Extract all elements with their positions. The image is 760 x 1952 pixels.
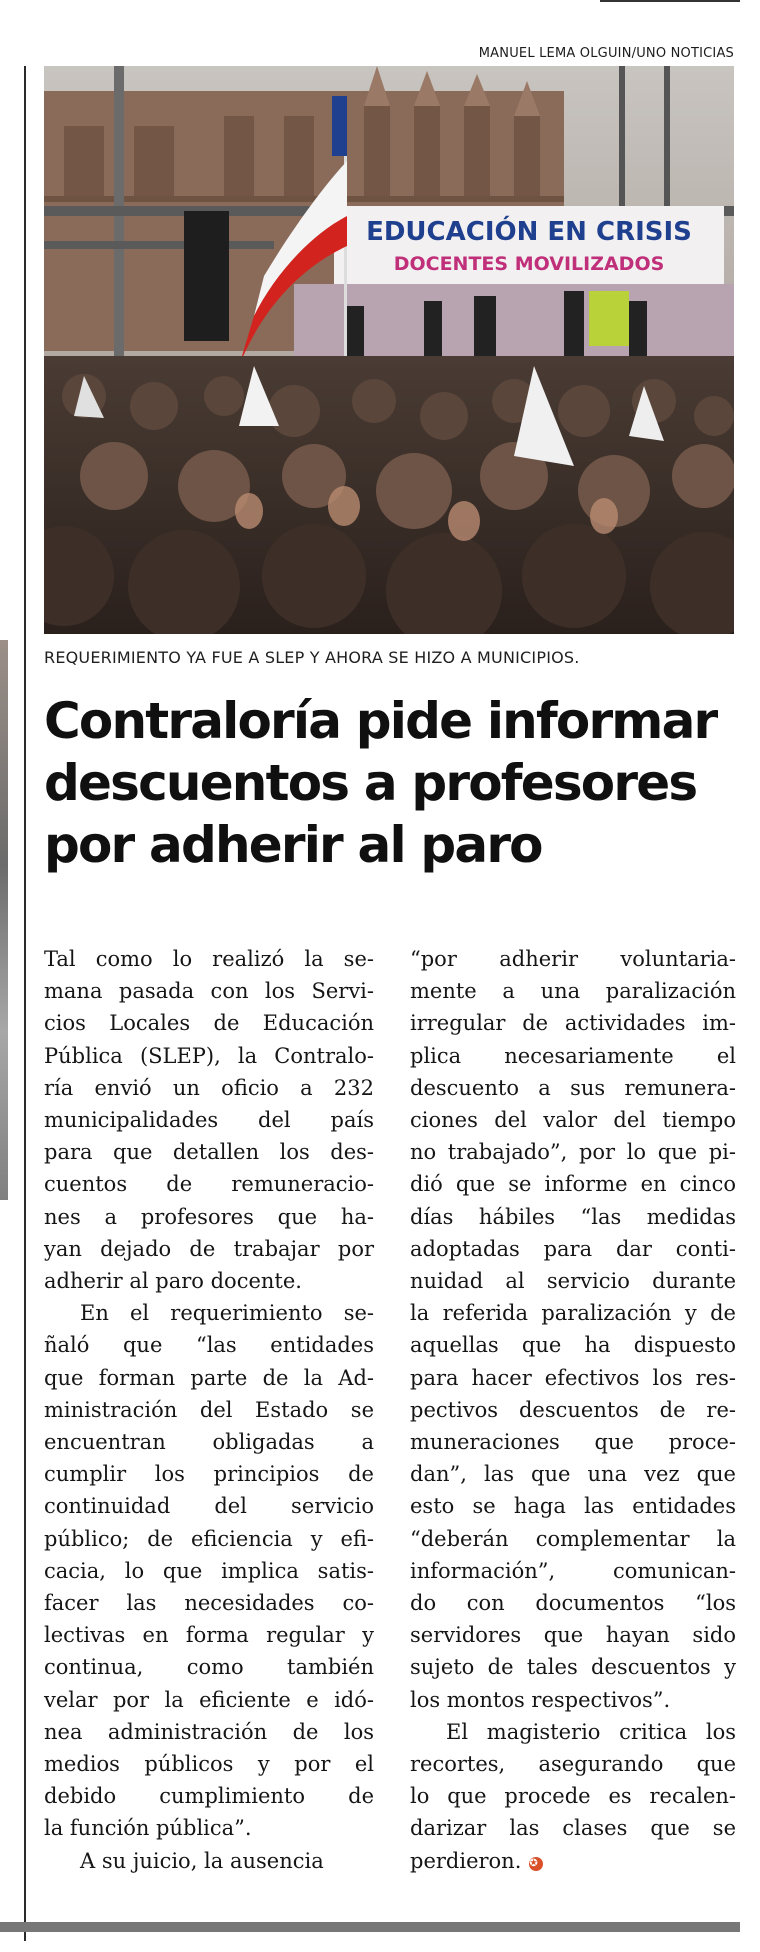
text-line: “por adherir voluntaria- — [410, 947, 736, 971]
text-line: En el requerimiento se- — [80, 1301, 374, 1326]
text-line: cumplir los principios de — [44, 1462, 374, 1487]
bottom-rule — [0, 1922, 740, 1932]
text-line: lo que procede es recalen- — [410, 1784, 736, 1809]
text-line: recortes, asegurando que — [410, 1752, 736, 1777]
text-line: adoptadas para dar conti- — [410, 1236, 736, 1261]
text-line: ría envió un oficio a 232 — [44, 1075, 374, 1100]
text-line: El magisterio critica los — [446, 1719, 736, 1744]
text-line: lectivas en forma regular y — [44, 1623, 374, 1648]
text-line: ministración del Estado se — [44, 1397, 374, 1422]
text-line: velar por la eficiente e idó- — [44, 1687, 374, 1712]
text-line: ñaló que “las entidades — [44, 1333, 374, 1358]
top-rule — [600, 0, 740, 2]
protest-photo — [44, 66, 734, 634]
final-line-text: perdieron. — [410, 1848, 522, 1873]
text-line: no trabajado”, por lo que pi- — [410, 1140, 736, 1165]
text-line: nea administración de los — [44, 1719, 374, 1744]
text-line: dió que se informe en cinco — [410, 1172, 736, 1197]
text-line: mana pasada con los Servi- — [44, 979, 374, 1004]
text-line: darizar las clases que se — [410, 1816, 736, 1841]
text-line: dan”, las que una vez que — [410, 1462, 736, 1487]
text-line: nuidad al servicio durante — [410, 1269, 736, 1294]
banner-line-2: DOCENTES MOVILIZADOS — [393, 253, 665, 275]
text-line: plica necesariamente el — [410, 1043, 736, 1068]
text-line: municipalidades del país — [44, 1108, 374, 1133]
text-line: debido cumplimiento de — [44, 1784, 374, 1809]
text-line: la función pública”. — [44, 1816, 252, 1841]
text-line: cios Locales de Educación — [44, 1011, 374, 1036]
text-line: medios públicos y por el — [44, 1752, 374, 1777]
article-column-right — [410, 943, 736, 1877]
text-line: sujeto de tales descuentos y — [410, 1655, 736, 1680]
text-line: público; de eficiencia y efi- — [44, 1526, 374, 1551]
text-line: irregular de actividades im- — [410, 1011, 736, 1036]
article-column-left — [44, 943, 374, 1877]
text-line: mente a una paralización — [410, 979, 736, 1004]
text-line: que forman parte de la Ad- — [44, 1365, 374, 1390]
text-line: información”, comunican- — [410, 1558, 736, 1583]
text-line: do con documentos “los — [410, 1591, 736, 1616]
text-line: aquellas que ha dispuesto — [410, 1333, 736, 1358]
text-line: muneraciones que proce- — [410, 1430, 736, 1455]
text-line: los montos respectivos”. — [410, 1687, 671, 1712]
text-line: ciones del valor del tiempo — [410, 1108, 736, 1133]
headline-line: Contraloría pide informar — [44, 692, 717, 750]
text-line: descuento a sus remunera- — [410, 1075, 736, 1100]
headline-line: descuentos a profesores — [44, 754, 697, 812]
text-line: adherir al paro docente. — [44, 1269, 302, 1294]
text-line: para que detallen los des- — [44, 1140, 374, 1165]
column-divider-rule — [24, 66, 26, 1941]
text-line: esto se haga las entidades — [410, 1494, 736, 1519]
text-line: encuentran obligadas a — [44, 1430, 374, 1455]
protest-photo-illustration — [44, 66, 734, 634]
end-of-article-icon: ✪ — [529, 1857, 543, 1871]
text-line: servidores que hayan sido — [410, 1623, 736, 1648]
text-line: “deberán complementar la — [410, 1526, 736, 1551]
text-line: para hacer efectivos los res- — [410, 1365, 736, 1390]
text-line: yan dejado de trabajar por — [44, 1236, 374, 1261]
headline-line: por adherir al paro — [44, 816, 542, 874]
text-line: Tal como lo realizó la se- — [44, 947, 374, 971]
text-line — [410, 1845, 736, 1877]
article-headline — [44, 690, 744, 876]
text-line: pectivos descuentos de re- — [410, 1397, 736, 1422]
adjacent-article-photo-fragment — [0, 640, 8, 1200]
text-line: Pública (SLEP), la Contralo- — [44, 1043, 374, 1068]
text-line: facer las necesidades co- — [44, 1591, 374, 1616]
photo-caption: REQUERIMIENTO YA FUE A SLEP Y AHORA SE HIZO A MUNICIPIOS. — [44, 648, 580, 667]
banner-line-1: EDUCACIÓN EN CRISIS — [366, 217, 692, 247]
text-line: continuidad del servicio — [44, 1494, 374, 1519]
photo-credit: MANUEL LEMA OLGUIN/UNO NOTICIAS — [478, 46, 734, 61]
text-line: cuentos de remuneracio- — [44, 1172, 374, 1197]
text-line: la referida paralización y de — [410, 1301, 736, 1326]
text-line: continua, como también — [44, 1655, 374, 1680]
text-line: días hábiles “las medidas — [410, 1204, 736, 1229]
text-line: cacia, lo que implica satis- — [44, 1558, 374, 1583]
text-line: A su juicio, la ausencia — [80, 1848, 324, 1873]
text-line: nes a profesores que ha- — [44, 1204, 374, 1229]
